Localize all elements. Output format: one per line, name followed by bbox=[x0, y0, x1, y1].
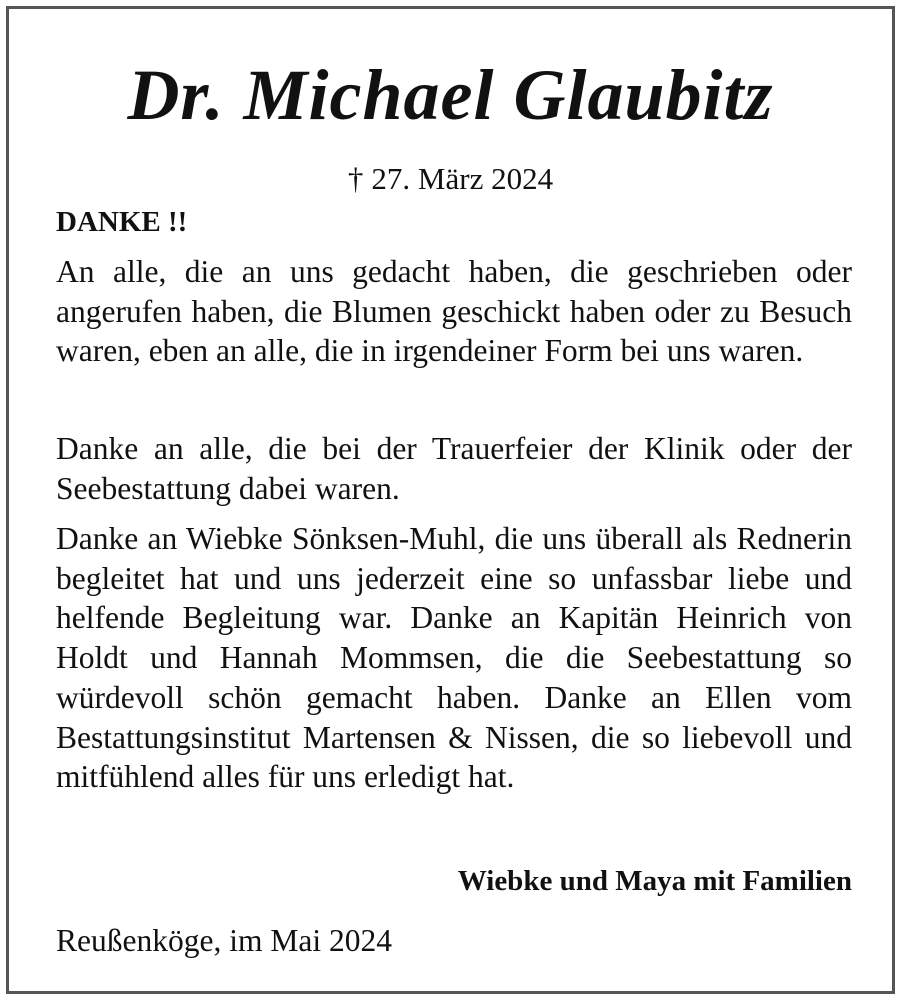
signature: Wiebke und Maya mit Familien bbox=[457, 865, 852, 897]
thanks-paragraph-3: Danke an Wiebke Sönksen-Muhl, die uns überall als Rednerin begleitet hat und uns jederzeit eine so unfassbar liebe und helfende Begleitung war. Danke an Kapitän Heinrich von Holdt und Hannah Mommsen, die die Seebestattung so würdevoll schön gemacht haben. Danke an Ellen vom Bestattungsinstitut Martensen & Nissen, die so liebevoll und mitfühlend alles für uns erledigt hat. bbox=[56, 521, 852, 795]
thanks-paragraph-1: An alle, die an uns gedacht haben, die geschrieben oder angerufen haben, die Blumen geschickt haben oder zu Besuch waren, eben an alle, die in irgendeiner Form bei uns waren. bbox=[56, 254, 852, 369]
thanks-heading: DANKE !! bbox=[56, 206, 188, 238]
thanks-paragraph-2: Danke an alle, die bei der Trauerfeier der Klinik oder der Seebestattung dabei waren. bbox=[56, 431, 852, 506]
death-date-line bbox=[9, 159, 892, 199]
place-and-date: Reußenköge, im Mai 2024 bbox=[56, 923, 392, 958]
deceased-name: Dr. Michael Glaubitz bbox=[127, 55, 774, 135]
dagger-symbol: † bbox=[347, 161, 364, 196]
notice-frame bbox=[6, 6, 895, 994]
death-date: 27. März 2024 bbox=[371, 161, 554, 196]
